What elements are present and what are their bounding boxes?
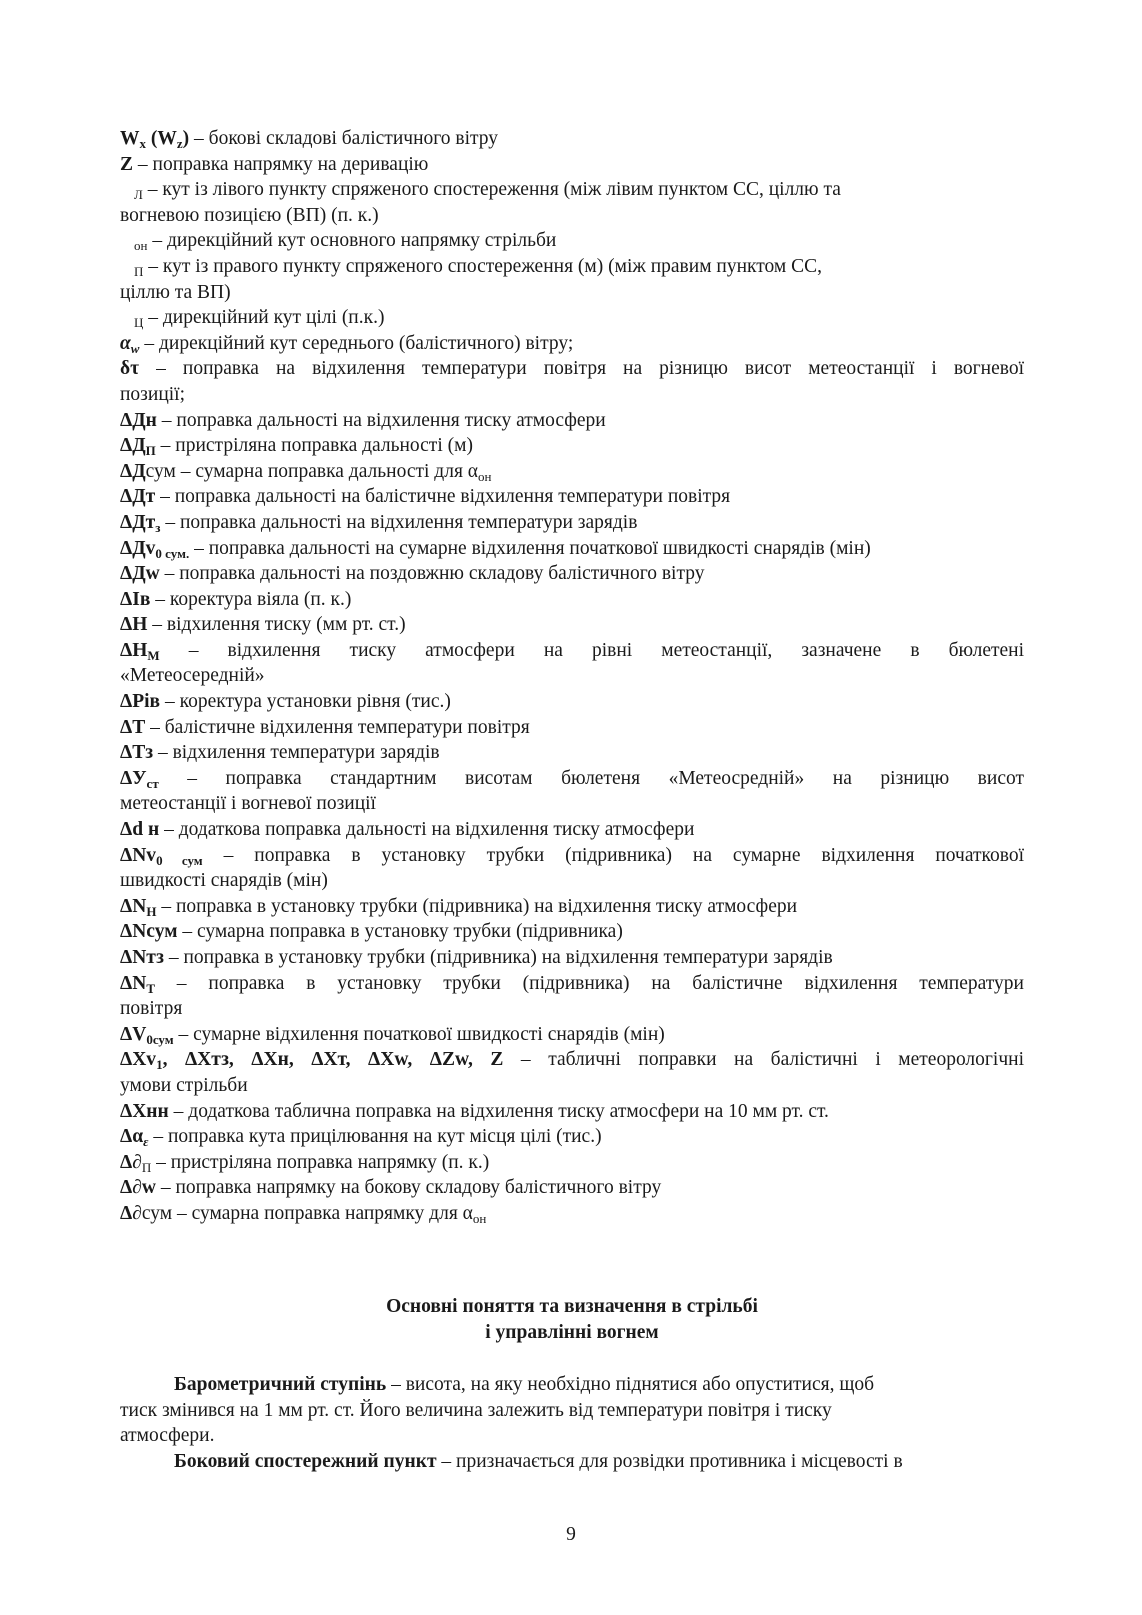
list-item: Δ∂сум – сумарна поправка напрямку для $\alpha_{он}$ [120, 1202, 487, 1226]
list-item: $W_x$ $(W_z)$ – бокові складові балістичного вітру [120, 128, 499, 151]
list-item: $_{он}$ – дирекційний кут основного напрямку стрільби [134, 230, 557, 254]
list-item: ΔTз – відхилення температури зарядів [120, 742, 440, 764]
list-item: ΔT – балістичне відхилення температури повітря [120, 716, 530, 738]
list-item: ΔДw – поправка дальності на поздовжню складову балістичного вітру [120, 563, 705, 585]
list-item-continuation: умови стрільби [120, 1074, 248, 1096]
list-item: $\Delta\partial_П$ – пристріляна поправка напрямку (п. к.) [120, 1151, 490, 1175]
list-item: $\Delta\alpha_\varepsilon$ – поправка кута прицілювання на кут місця цілі (тис.) [120, 1126, 602, 1150]
list-item: δτ – поправка на відхилення температури повітря на різницю висот метеостанції і вогневої [120, 358, 1024, 380]
list-item-continuation: позиції; [120, 383, 186, 405]
list-item-continuation: швидкості снарядів (мін) [120, 870, 328, 892]
list-item: ΔРів – коректура установки рівня (тис.) [120, 691, 451, 713]
list-item: $_Ц$ – дирекційний кут цілі (п.к.) [134, 307, 385, 331]
list-item: $\Delta Д_П$ – пристріляна поправка дальності (м) [120, 435, 473, 459]
list-item: ΔNтз – поправка в установку трубки (підривника) на відхилення температури зарядів [120, 947, 833, 968]
term: Барометричний ступінь [174, 1374, 387, 1395]
list-item: ΔДт – поправка дальності на балістичне відхилення температури повітря [120, 486, 731, 508]
list-item: ΔДсум – сумарна поправка дальності для $\alpha_{он}$ [120, 460, 492, 484]
list-item-continuation: ціллю та ВП) [120, 281, 231, 303]
list-item: $\alpha_w$ – дирекційний кут середнього (балістичного) вітру; [120, 332, 574, 356]
list-item: Δ∂w – поправка напрямку на бокову складову балістичного вітру [120, 1177, 662, 1199]
list-item-continuation: метеостанції і вогневої позиції [120, 793, 376, 815]
list-item: Z – поправка напрямку на деривацію [120, 153, 429, 175]
list-item: Δd н – додаткова поправка дальності на відхилення тиску атмосфери [120, 819, 695, 841]
list-item: ΔXнн – додаткова таблична поправка на відхилення тиску атмосфери на 10 мм рт. ст. [120, 1100, 829, 1122]
list-item: $\Delta H_M$ – відхилення тиску атмосфери на рівні метеостанції, зазначене в бюлетені [120, 639, 1024, 663]
list-item: $\Delta У_{ст}$ – поправка стандартним висотам бюлетеня «Метеосредній» на різницю висот [120, 767, 1024, 791]
list-item-continuation: повітря [120, 998, 183, 1020]
list-item: ΔДт$_з$ – поправка дальності на відхилення температури зарядів [120, 511, 638, 535]
section-heading: Основні поняття та визначення в стрільбі [386, 1296, 758, 1317]
list-item-continuation: вогневою позицією (ВП) (п. к.) [120, 204, 379, 226]
section-heading-line2: і управлінні вогнем [485, 1322, 659, 1343]
list-item: $\Delta N_T$ – поправка в установку трубки (підривника) на балістичне відхилення температури [120, 972, 1024, 996]
list-item: ΔIв – коректура віяла (п. к.) [120, 588, 352, 610]
list-item: $_П$ – кут із правого пункту спряженого спостереження (м) (між правим пунктом СС, [134, 255, 822, 279]
paragraph-barometric-step: Барометричний ступінь – висота, на яку необхідно піднятися або опуститися, щоб тиск змінився на 1 мм рт. ст. Його величина залежить від температури повітря і тиску атмосфери. [120, 1374, 875, 1447]
list-item: ΔNсум – сумарна поправка в установку трубки (підривника) [120, 921, 623, 943]
list-item-continuation: «Метеосередній» [120, 665, 265, 687]
list-item: ΔNv$_{0 сум}$ – поправка в установку трубки (підривника) на сумарне відхилення початкової [120, 844, 1024, 868]
list-item: $\Delta N_H$ – поправка в установку трубки (підривника) на відхилення тиску атмосфери [120, 895, 798, 919]
list-item: ΔXv$_1$, ΔXтз, ΔXн, ΔXт, ΔXw, ΔZw, Z – табличні поправки на балістичні і метеорологічні [120, 1049, 1024, 1073]
list-item: ΔДv$_{0 сум.}$ – поправка дальності на сумарне відхилення початкової швидкості снарядів (мін) [120, 537, 871, 561]
abbreviation-list [120, 126, 1024, 1227]
list-item: ΔДн – поправка дальності на відхилення тиску атмосфери [120, 409, 606, 431]
term: Боковий спостережний пункт [174, 1451, 437, 1472]
paragraph-side-observation-post: Боковий спостережний пункт – призначається для розвідки противника і місцевості в [174, 1451, 903, 1472]
list-item: $\Delta V_{0сум}$ – сумарне відхилення початкової швидкості снарядів (мін) [120, 1023, 665, 1047]
list-item: $_Л$ – кут із лівого пункту спряженого спостереження (між лівим пунктом СС, ціллю та [134, 179, 841, 203]
page-number: 9 [566, 1524, 576, 1545]
list-item: ΔH – відхилення тиску (мм рт. ст.) [120, 614, 406, 636]
